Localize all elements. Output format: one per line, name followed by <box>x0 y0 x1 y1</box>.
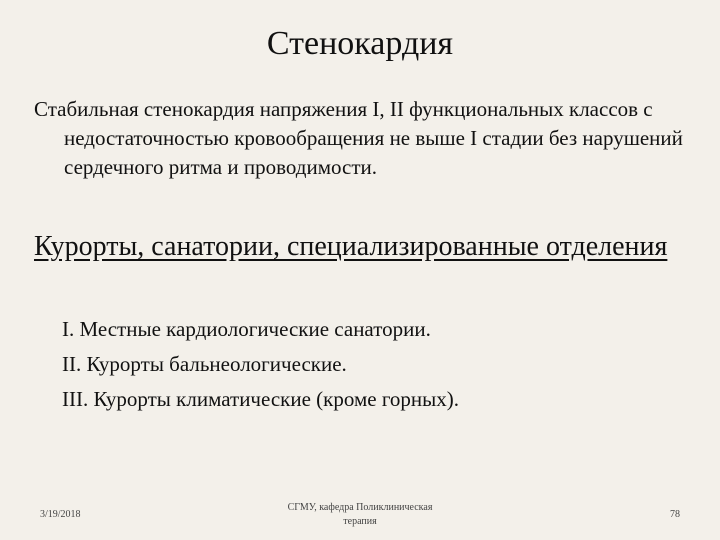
footer-department <box>250 501 470 529</box>
slide-title: Стенокардия <box>266 25 454 62</box>
list-item: II. Курорты бальнеологические. <box>62 352 347 376</box>
footer-department-line: терапия <box>343 516 377 527</box>
indication-paragraph: Стабильная стенокардия напряжения I, II функциональных классов с недостаточностью кровообращения не выше I стадии без нарушений сердечного ритма и проводимости. <box>34 97 683 179</box>
list-item: I. Местные кардиологические санатории. <box>62 317 431 341</box>
resort-list <box>62 312 682 417</box>
resorts-heading: Курорты, санатории, специализированные отделения <box>34 231 668 262</box>
footer-department-line: СГМУ, кафедра Поликлиническая <box>287 502 433 513</box>
list-item: III. Курорты климатические (кроме горных). <box>62 387 460 411</box>
footer-date: 3/19/2018 <box>40 509 81 520</box>
page-number: 78 <box>670 509 680 520</box>
